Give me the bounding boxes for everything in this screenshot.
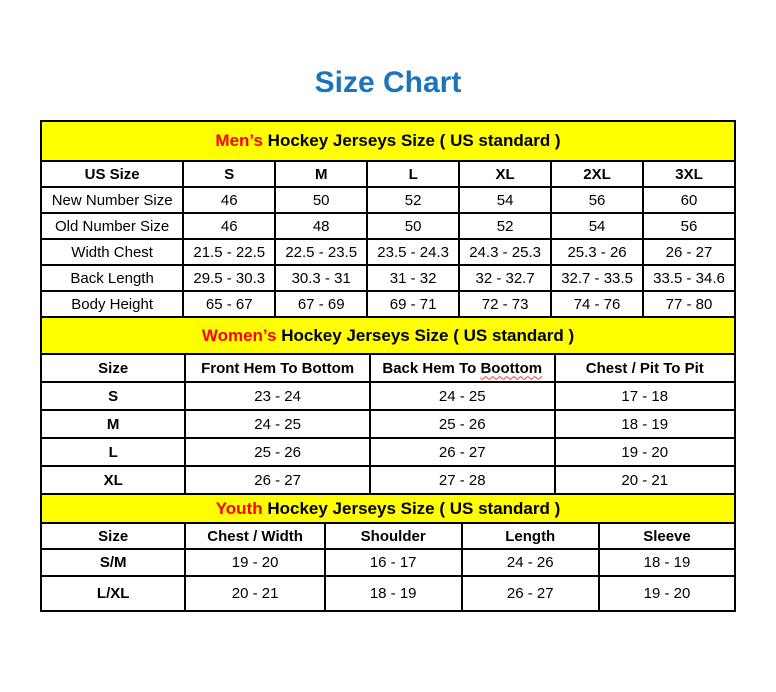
mens-row-label: Back Length (41, 265, 183, 291)
youth-table-row (41, 576, 735, 611)
mens-banner-text: Hockey Jerseys Size ( US standard ) (262, 131, 561, 150)
column-header-text: Back Hem To (382, 359, 481, 377)
youth-value-cell: 24 - 26 (462, 549, 599, 576)
womens-table-row (41, 438, 735, 466)
womens-banner-text: Hockey Jerseys Size ( US standard ) (276, 325, 575, 345)
womens-section-banner (41, 317, 735, 354)
mens-banner-highlight: Men’s (215, 131, 263, 150)
mens-column-header: S (183, 161, 275, 187)
mens-value-cell: 23.5 - 24.3 (367, 239, 459, 265)
womens-row-label: M (41, 410, 185, 438)
mens-row-label: New Number Size (41, 187, 183, 213)
mens-value-cell: 46 (183, 187, 275, 213)
womens-column-header: Size (41, 354, 185, 382)
youth-column-header: Chest / Width (185, 523, 324, 549)
mens-size-table (40, 120, 736, 318)
misspelled-word-squiggle: Boottom (480, 359, 543, 377)
womens-value-cell: 26 - 27 (370, 438, 555, 466)
womens-value-cell: 23 - 24 (185, 382, 370, 410)
youth-value-cell: 19 - 20 (185, 549, 324, 576)
womens-value-cell: 17 - 18 (555, 382, 735, 410)
youth-value-cell: 20 - 21 (185, 576, 324, 611)
mens-value-cell: 32 - 32.7 (459, 265, 551, 291)
mens-value-cell: 50 (367, 213, 459, 239)
womens-size-table (40, 316, 736, 495)
womens-row-label: S (41, 382, 185, 410)
womens-value-cell: 24 - 25 (185, 410, 370, 438)
mens-column-header: M (275, 161, 367, 187)
youth-value-cell: 26 - 27 (462, 576, 599, 611)
youth-value-cell: 19 - 20 (599, 576, 735, 611)
mens-section-banner (41, 121, 735, 161)
womens-row-label: L (41, 438, 185, 466)
mens-value-cell: 56 (643, 213, 735, 239)
mens-column-header: 3XL (643, 161, 735, 187)
mens-table-row (41, 213, 735, 239)
mens-value-cell: 77 - 80 (643, 291, 735, 317)
mens-value-cell: 50 (275, 187, 367, 213)
mens-value-cell: 65 - 67 (183, 291, 275, 317)
womens-table-row (41, 382, 735, 410)
mens-value-cell: 52 (367, 187, 459, 213)
mens-column-header: L (367, 161, 459, 187)
youth-value-cell: 18 - 19 (599, 549, 735, 576)
youth-section-banner (41, 494, 735, 523)
mens-value-cell: 74 - 76 (551, 291, 643, 317)
mens-row-label: Width Chest (41, 239, 183, 265)
womens-table-row (41, 466, 735, 494)
size-chart (40, 120, 736, 612)
mens-table-row (41, 291, 735, 317)
youth-column-header: Shoulder (325, 523, 462, 549)
mens-row-label: Old Number Size (41, 213, 183, 239)
mens-value-cell: 56 (551, 187, 643, 213)
mens-value-cell: 72 - 73 (459, 291, 551, 317)
mens-value-cell: 67 - 69 (275, 291, 367, 317)
womens-row-label: XL (41, 466, 185, 494)
mens-value-cell: 33.5 - 34.6 (643, 265, 735, 291)
mens-value-cell: 24.3 - 25.3 (459, 239, 551, 265)
mens-table-row (41, 187, 735, 213)
mens-column-header: 2XL (551, 161, 643, 187)
womens-column-header: Chest / Pit To Pit (555, 354, 735, 382)
mens-table-row (41, 265, 735, 291)
mens-value-cell: 32.7 - 33.5 (551, 265, 643, 291)
mens-value-cell: 26 - 27 (643, 239, 735, 265)
youth-table-row (41, 549, 735, 576)
mens-value-cell: 60 (643, 187, 735, 213)
youth-value-cell: 18 - 19 (325, 576, 462, 611)
page-title: Size Chart (314, 66, 462, 99)
mens-value-cell: 54 (551, 213, 643, 239)
mens-column-header: US Size (41, 161, 183, 187)
mens-value-cell: 21.5 - 22.5 (183, 239, 275, 265)
mens-value-cell: 25.3 - 26 (551, 239, 643, 265)
mens-value-cell: 22.5 - 23.5 (275, 239, 367, 265)
womens-value-cell: 27 - 28 (370, 466, 555, 494)
youth-size-table (40, 493, 736, 612)
womens-table-row (41, 410, 735, 438)
mens-value-cell: 46 (183, 213, 275, 239)
youth-column-header: Sleeve (599, 523, 735, 549)
mens-value-cell: 29.5 - 30.3 (183, 265, 275, 291)
mens-value-cell: 31 - 32 (367, 265, 459, 291)
mens-value-cell: 48 (275, 213, 367, 239)
womens-column-header (370, 354, 555, 382)
youth-row-label: L/XL (41, 576, 185, 611)
mens-value-cell: 30.3 - 31 (275, 265, 367, 291)
womens-value-cell: 24 - 25 (370, 382, 555, 410)
womens-value-cell: 18 - 19 (555, 410, 735, 438)
youth-value-cell: 16 - 17 (325, 549, 462, 576)
womens-value-cell: 20 - 21 (555, 466, 735, 494)
mens-value-cell: 69 - 71 (367, 291, 459, 317)
womens-value-cell: 19 - 20 (555, 438, 735, 466)
mens-value-cell: 54 (459, 187, 551, 213)
womens-value-cell: 25 - 26 (370, 410, 555, 438)
womens-column-header: Front Hem To Bottom (185, 354, 370, 382)
youth-row-label: S/M (41, 549, 185, 576)
youth-banner-highlight: Youth (215, 498, 263, 518)
mens-table-row (41, 239, 735, 265)
womens-value-cell: 26 - 27 (185, 466, 370, 494)
mens-column-header: XL (459, 161, 551, 187)
womens-value-cell: 25 - 26 (185, 438, 370, 466)
womens-banner-highlight: Women’s (201, 325, 277, 345)
youth-column-header: Length (462, 523, 599, 549)
youth-banner-text: Hockey Jerseys Size ( US standard ) (262, 498, 561, 518)
mens-value-cell: 52 (459, 213, 551, 239)
youth-column-header: Size (41, 523, 185, 549)
mens-row-label: Body Height (41, 291, 183, 317)
